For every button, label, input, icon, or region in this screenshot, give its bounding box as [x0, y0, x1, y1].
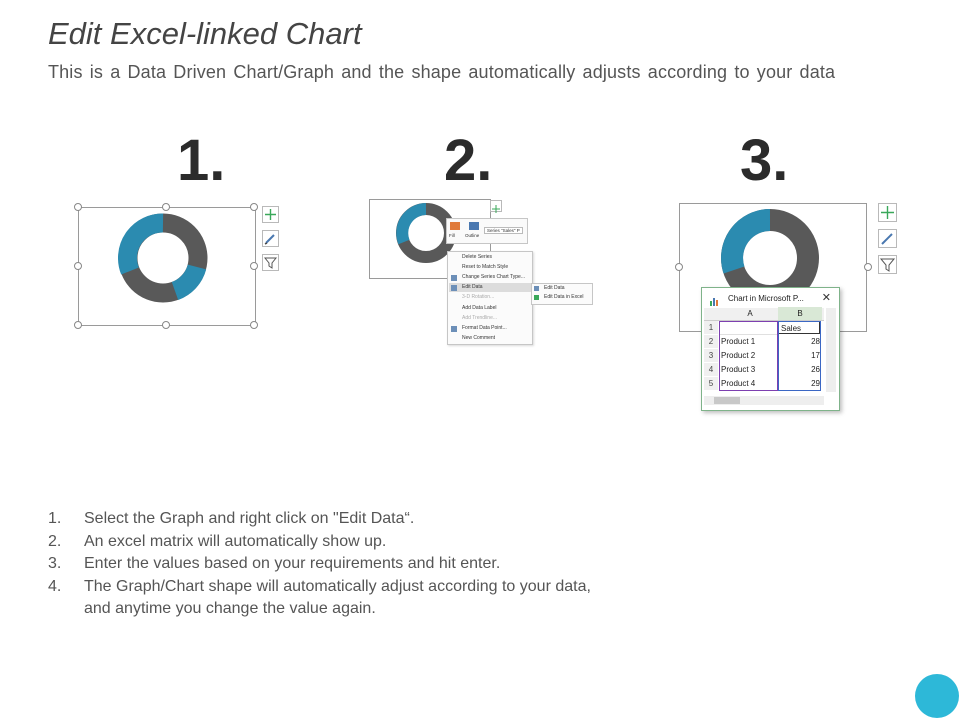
- filter-icon: [879, 256, 896, 273]
- step-1-number: 1.: [177, 128, 226, 193]
- chart-elements-button[interactable]: [878, 203, 897, 222]
- list-item: [48, 508, 591, 531]
- cell-a3[interactable]: Product 2: [721, 351, 756, 360]
- vertical-scrollbar[interactable]: [826, 308, 836, 392]
- list-text: and anytime you change the value again.: [84, 600, 376, 617]
- list-item: [48, 576, 591, 599]
- row-number[interactable]: 5: [704, 377, 718, 390]
- menu-item-edit-data[interactable]: Edit Data: [462, 284, 483, 290]
- excel-window-title: Chart in Microsoft P...: [728, 294, 804, 303]
- row-number[interactable]: 3: [704, 349, 718, 362]
- fill-label[interactable]: Fill: [449, 233, 455, 238]
- brush-icon: [263, 231, 278, 246]
- menu-item-reset-style[interactable]: Reset to Match Style: [462, 264, 509, 270]
- plus-icon: [263, 207, 278, 222]
- chart-icon: [709, 293, 719, 303]
- column-header-a[interactable]: A: [747, 309, 753, 318]
- resize-handle[interactable]: [250, 321, 258, 329]
- row-number[interactable]: 2: [704, 335, 718, 348]
- cell-b2[interactable]: 28: [811, 337, 820, 346]
- cell-a2[interactable]: Product 1: [721, 337, 756, 346]
- menu-item-new-comment[interactable]: New Comment: [462, 335, 496, 341]
- plus-icon: [879, 204, 896, 221]
- row-number[interactable]: 1: [704, 321, 718, 334]
- list-text: An excel matrix will automatically show up.: [84, 532, 387, 550]
- scrollbar-thumb[interactable]: [714, 397, 740, 404]
- filter-icon: [263, 255, 278, 270]
- instructions-list: [48, 508, 591, 621]
- cell-a5[interactable]: Product 4: [721, 379, 756, 388]
- menu-item-add-data-label[interactable]: Add Data Label: [462, 305, 497, 311]
- menu-item-change-chart-type[interactable]: Change Series Chart Type...: [462, 274, 525, 280]
- cell-b5[interactable]: 29: [811, 379, 820, 388]
- close-icon[interactable]: ✕: [821, 292, 831, 304]
- resize-handle[interactable]: [675, 263, 683, 271]
- format-icon: [451, 326, 457, 332]
- cell-b1[interactable]: Sales: [778, 321, 820, 334]
- menu-item-format-data-point[interactable]: Format Data Point...: [462, 325, 507, 331]
- menu-item-delete-series[interactable]: Delete Series: [462, 254, 493, 260]
- chart-elements-button[interactable]: [490, 200, 502, 212]
- brush-icon: [879, 230, 896, 247]
- value-range-highlight: [778, 321, 821, 391]
- list-text: Enter the values based on your requirements and hit enter.: [84, 555, 501, 572]
- submenu-edit-data-excel[interactable]: Edit Data in Excel: [544, 294, 584, 300]
- resize-handle[interactable]: [162, 203, 170, 211]
- list-number: 1.: [48, 510, 62, 527]
- outline-icon[interactable]: [469, 222, 479, 230]
- list-number: 4.: [48, 577, 62, 595]
- edit-data-icon: [451, 285, 457, 291]
- chart-type-icon: [451, 275, 457, 281]
- list-item: [48, 598, 591, 621]
- cell-b3[interactable]: 17: [811, 351, 820, 360]
- resize-handle[interactable]: [250, 262, 258, 270]
- menu-item-3d-rotation[interactable]: 3-D Rotation...: [462, 294, 495, 300]
- mini-toolbar: [446, 218, 528, 244]
- cell-a4[interactable]: Product 3: [721, 365, 756, 374]
- slide-subtitle: This is a Data Driven Chart/Graph and the shape automatically adjusts according to your data: [48, 62, 836, 82]
- cell-b4[interactable]: 26: [811, 365, 820, 374]
- list-number: 3.: [48, 555, 62, 572]
- submenu-edit-data[interactable]: Edit Data: [544, 285, 565, 291]
- horizontal-scrollbar[interactable]: [704, 396, 824, 405]
- row-number[interactable]: 4: [704, 363, 718, 376]
- step-2-number: 2.: [444, 128, 493, 193]
- slide-title: Edit Excel-linked Chart: [48, 16, 362, 51]
- context-menu: [447, 251, 533, 345]
- resize-handle[interactable]: [864, 263, 872, 271]
- fill-icon[interactable]: [450, 222, 460, 230]
- resize-handle[interactable]: [162, 321, 170, 329]
- chart-styles-button[interactable]: [262, 230, 279, 247]
- plus-icon: [491, 204, 501, 214]
- column-header-b[interactable]: B: [778, 307, 822, 320]
- excel-window[interactable]: [701, 287, 840, 411]
- chart-styles-button[interactable]: [878, 229, 897, 248]
- series-dropdown[interactable]: Series "Sales" P: [484, 227, 523, 234]
- chart-filters-button[interactable]: [878, 255, 897, 274]
- resize-handle[interactable]: [74, 262, 82, 270]
- menu-item-add-trendline[interactable]: Add Trendline...: [462, 315, 498, 321]
- edit-data-icon: [534, 286, 539, 291]
- resize-handle[interactable]: [250, 203, 258, 211]
- decorative-circle: [915, 674, 959, 718]
- list-text: Select the Graph and right click on "Edit Data“.: [84, 510, 415, 527]
- category-range-highlight: [719, 321, 778, 391]
- resize-handle[interactable]: [74, 203, 82, 211]
- chart-elements-button[interactable]: [262, 206, 279, 223]
- excel-icon: [534, 295, 539, 300]
- donut-chart-1[interactable]: [118, 213, 208, 303]
- step-3-number: 3.: [740, 128, 789, 193]
- chart-filters-button[interactable]: [262, 254, 279, 271]
- edit-data-submenu: [531, 283, 593, 305]
- list-text: The Graph/Chart shape will automatically adjust according to your data,: [84, 577, 591, 595]
- list-number: 2.: [48, 532, 62, 550]
- outline-label[interactable]: Outline: [465, 233, 480, 238]
- list-item: [48, 553, 591, 576]
- resize-handle[interactable]: [74, 321, 82, 329]
- list-item: [48, 531, 591, 554]
